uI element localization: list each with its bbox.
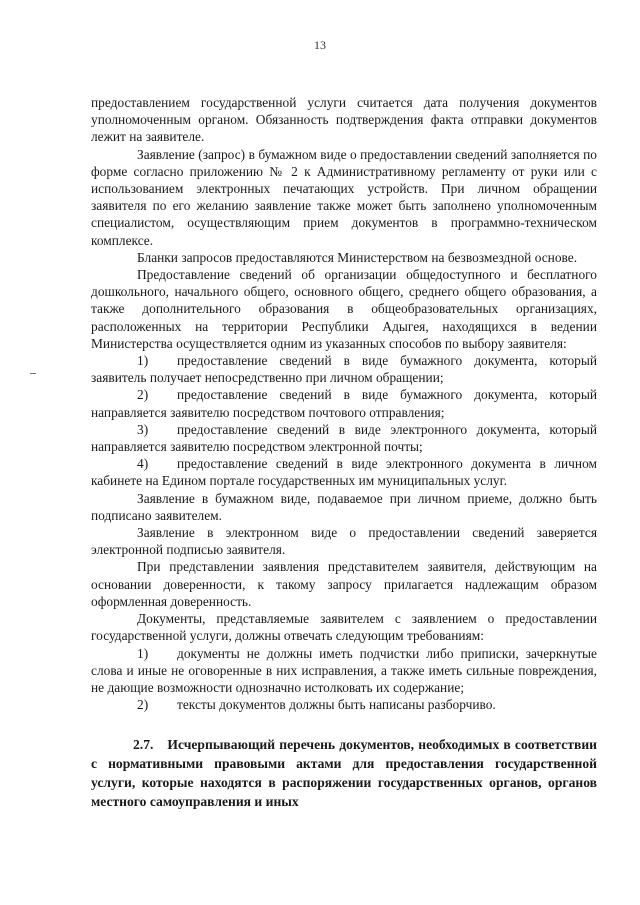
list-item-text: документы не должны иметь подчистки либо приписки, зачеркнутые слова и иные не оговоренные в них исправления, а также иметь сильные повреждения, не дающие возможности однозначно истолковать их содержание; <box>91 645 597 695</box>
margin-mark <box>30 373 36 374</box>
section-title: Исчерпывающий перечень документов, необходимых в соответствии с нормативными правовыми актами для предоставления государственной услуги, которые находятся в распоряжении государственных органов, органов местного самоуправления и иных <box>91 737 597 810</box>
list-item-text: предоставление сведений в виде электронного документа в личном кабинете на Едином портале государственных им муниципальных услуг. <box>91 456 597 489</box>
list-item-text: предоставление сведений в виде электронного документа, который направляется заявителю посредством электронной почты; <box>91 421 597 455</box>
list-item-text: предоставление сведений в виде бумажного документа, который заявитель получает непосредственно при личном обращении; <box>91 353 597 386</box>
list-item-number: 1) <box>137 353 149 369</box>
paragraph: При представлении заявления представителем заявителя, действующим на основании доверенности, к такому запросу прилагается надлежащим образом оформленная доверенность. <box>91 559 597 609</box>
paragraph: предоставлением государственной услуги считается дата получения документов уполномоченным органом. Обязанность подтверждения факта отправки документов лежит на заявителе. <box>91 95 597 145</box>
list-item-number: 4) <box>137 456 149 472</box>
list-item-number: 2) <box>137 387 149 403</box>
paragraph: Бланки запросов предоставляются Министерством на безвозмездной основе. <box>137 249 578 265</box>
document-body <box>91 94 597 811</box>
section-gap <box>91 713 597 735</box>
section-number: 2.7. <box>133 737 154 753</box>
list-item <box>91 645 597 697</box>
list-item <box>91 421 597 455</box>
paragraph: Заявление (запрос) в бумажном виде о предоставлении сведений заполняется по форме согласно приложению № 2 к Административному регламенту от руки или с использованием электронных печатающих устройств. При личном обращении заявителя по его желанию заявление также может быть заполнено уполномоченным специалистом, осуществляющим прием документов в программно-техническом комплексе. <box>91 146 597 248</box>
page-number: 13 <box>314 38 326 52</box>
list-item-number: 1) <box>137 645 149 661</box>
list-item <box>91 696 597 713</box>
paragraph: Документы, представляемые заявителем с заявлением о предоставлении государственной услуги, должны отвечать следующим требованиям: <box>91 611 597 644</box>
paragraph: Заявление в электронном виде о предоставлении сведений заверяется электронной подписью заявителя. <box>91 525 597 558</box>
list-item <box>91 352 597 386</box>
paragraph-list <box>91 94 597 713</box>
section-heading <box>91 735 597 811</box>
list-item-number: 3) <box>137 421 149 437</box>
list-item-number: 2) <box>137 697 149 713</box>
list-item <box>91 455 597 489</box>
list-item-text: предоставление сведений в виде бумажного документа, который направляется заявителю посредством почтового отправления; <box>91 387 597 420</box>
list-item <box>91 386 597 420</box>
paragraph: Заявление в бумажном виде, подаваемое при личном приеме, должно быть подписано заявителем. <box>91 490 597 523</box>
paragraph: Предоставление сведений об организации общедоступного и бесплатного дошкольного, начального общего, основного общего, среднего общего образования, а также дополнительного образования в общеобразовательных организациях, расположенных на территории Республики Адыгея, находящихся в ведении Министерства осуществляется одним из указанных способов по выбору заявителя: <box>91 267 597 351</box>
list-item-text: тексты документов должны быть написаны разборчиво. <box>177 697 496 713</box>
